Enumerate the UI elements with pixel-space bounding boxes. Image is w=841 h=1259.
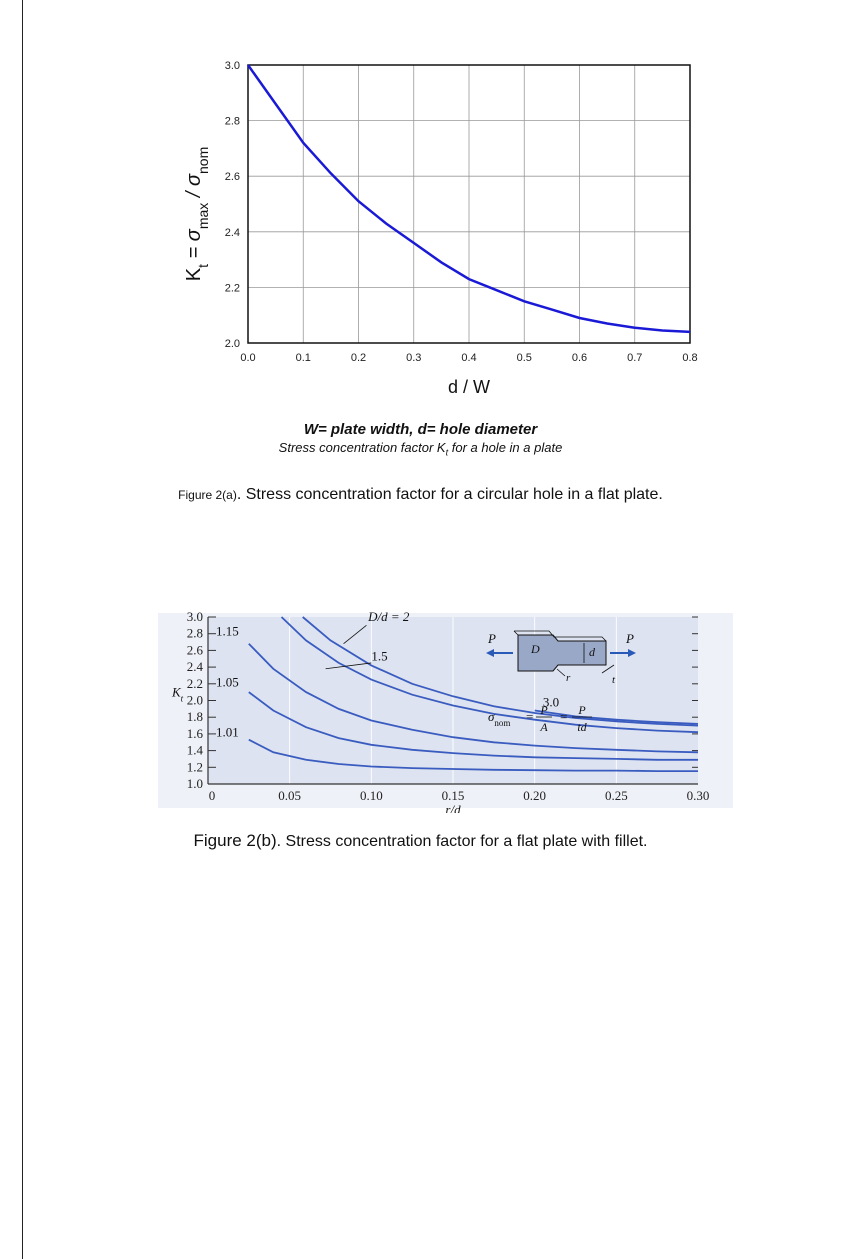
- x-tick-label: 0.1: [295, 352, 311, 364]
- x-axis-label: d / W: [447, 377, 491, 395]
- series-label: 1.5: [371, 648, 388, 664]
- x-tick-label: 0.6: [571, 352, 588, 364]
- y-label-subscript: t: [180, 693, 184, 704]
- x-tick-label: 0.15: [441, 788, 465, 803]
- x-tick-label: 0.5: [516, 352, 532, 364]
- dim-label-r: r: [566, 672, 571, 684]
- y-tick-label: 2.2: [224, 282, 240, 295]
- y-tick-label: 1.4: [186, 742, 203, 758]
- y-tick-label: 2.8: [224, 115, 240, 128]
- y-tick-label: 2.6: [186, 642, 203, 658]
- x-tick-label: 0.4: [461, 352, 477, 364]
- series-label: 1.01: [216, 724, 239, 740]
- y-tick-label: 2.4: [186, 659, 203, 675]
- x-tick-label: 0.7: [627, 352, 643, 364]
- x-tick-label: 0: [208, 788, 216, 803]
- x-tick-label: 0.10: [359, 788, 383, 803]
- y-label-part: = σ: [183, 229, 205, 265]
- y-label-part: K: [172, 684, 181, 700]
- figure-2a-caption-text: . Stress concentration factor for a circular hole in a flat plate.: [236, 486, 663, 503]
- formula-equals-2: =: [560, 709, 568, 724]
- y-tick-label: 2.4: [224, 226, 240, 239]
- series-label: 1.15: [216, 623, 239, 639]
- y-label-subscript: nom: [195, 146, 211, 174]
- figure-2b-caption-lead: Figure 2(b): [193, 831, 277, 850]
- y-label-subscript: max: [195, 202, 211, 230]
- chart-a-subtitle: W= plate width, d= hole diameter: [303, 421, 538, 438]
- formula-den-2: td: [577, 720, 587, 734]
- dim-label-D: D: [531, 642, 540, 656]
- y-tick-label: 2.0: [224, 338, 240, 350]
- y-tick-label: 2.0: [186, 692, 203, 708]
- y-tick-label: 2.2: [186, 675, 203, 691]
- dim-label-d: d: [589, 645, 595, 659]
- load-label-right: P: [626, 631, 634, 646]
- x-tick-label: 0.05: [278, 788, 302, 803]
- formula-num-2: P: [578, 703, 586, 717]
- x-axis-label: r/d: [445, 802, 461, 813]
- series-label: 3.0: [542, 694, 560, 710]
- dim-label-t: t: [612, 674, 616, 686]
- y-tick-label: 1.8: [186, 709, 203, 725]
- formula-sigma: σ: [488, 709, 495, 724]
- y-tick-label: 1.0: [186, 776, 203, 791]
- y-label-subscript: t: [195, 264, 211, 268]
- y-tick-label: 2.6: [224, 171, 240, 184]
- x-tick-label: 0.3: [406, 352, 422, 364]
- figure-2a-caption: [0, 486, 841, 504]
- formula-den-1: A: [540, 720, 548, 734]
- y-tick-label: 2.8: [186, 625, 203, 641]
- y-axis-label: [183, 147, 211, 282]
- formula-equals: =: [526, 709, 534, 724]
- y-label-part: / σ: [183, 173, 205, 203]
- series-label: 1.05: [216, 674, 239, 690]
- y-tick-label: 3.0: [186, 609, 203, 624]
- figure-2a-caption-lead: Figure 2(a): [178, 488, 237, 502]
- x-tick-label: 0.0: [240, 352, 256, 364]
- x-tick-label: 0.2: [350, 352, 367, 364]
- x-tick-label: 0.20: [523, 788, 547, 803]
- x-tick-label: 0.25: [604, 788, 628, 803]
- series-label: D/d = 2: [368, 609, 410, 625]
- x-tick-label: 0.30: [686, 788, 710, 803]
- chart-a-description: [0, 440, 841, 458]
- figure-2b-caption-text: . Stress concentration factor for a flat plate with fillet.: [276, 833, 648, 850]
- formula-num-1: P: [540, 703, 548, 717]
- figure-2b-caption: [0, 831, 841, 851]
- chart-a-description-suffix: for a hole in a plate: [448, 440, 563, 455]
- y-tick-label: 1.2: [186, 759, 203, 775]
- chart-a-description-prefix: Stress concentration factor K: [278, 440, 446, 455]
- y-tick-label: 3.0: [224, 60, 240, 72]
- formula-sigma-sub: nom: [494, 718, 511, 728]
- chart-hole-in-plate: [160, 50, 720, 395]
- chart-a-description-sub: t: [445, 447, 449, 458]
- x-tick-label: 0.8: [682, 352, 698, 364]
- chart-fillet-plate: [158, 608, 733, 813]
- load-label-left: P: [488, 631, 496, 646]
- y-label-part: K: [183, 267, 205, 282]
- page-left-border: [22, 0, 23, 1259]
- y-tick-label: 1.6: [186, 725, 203, 741]
